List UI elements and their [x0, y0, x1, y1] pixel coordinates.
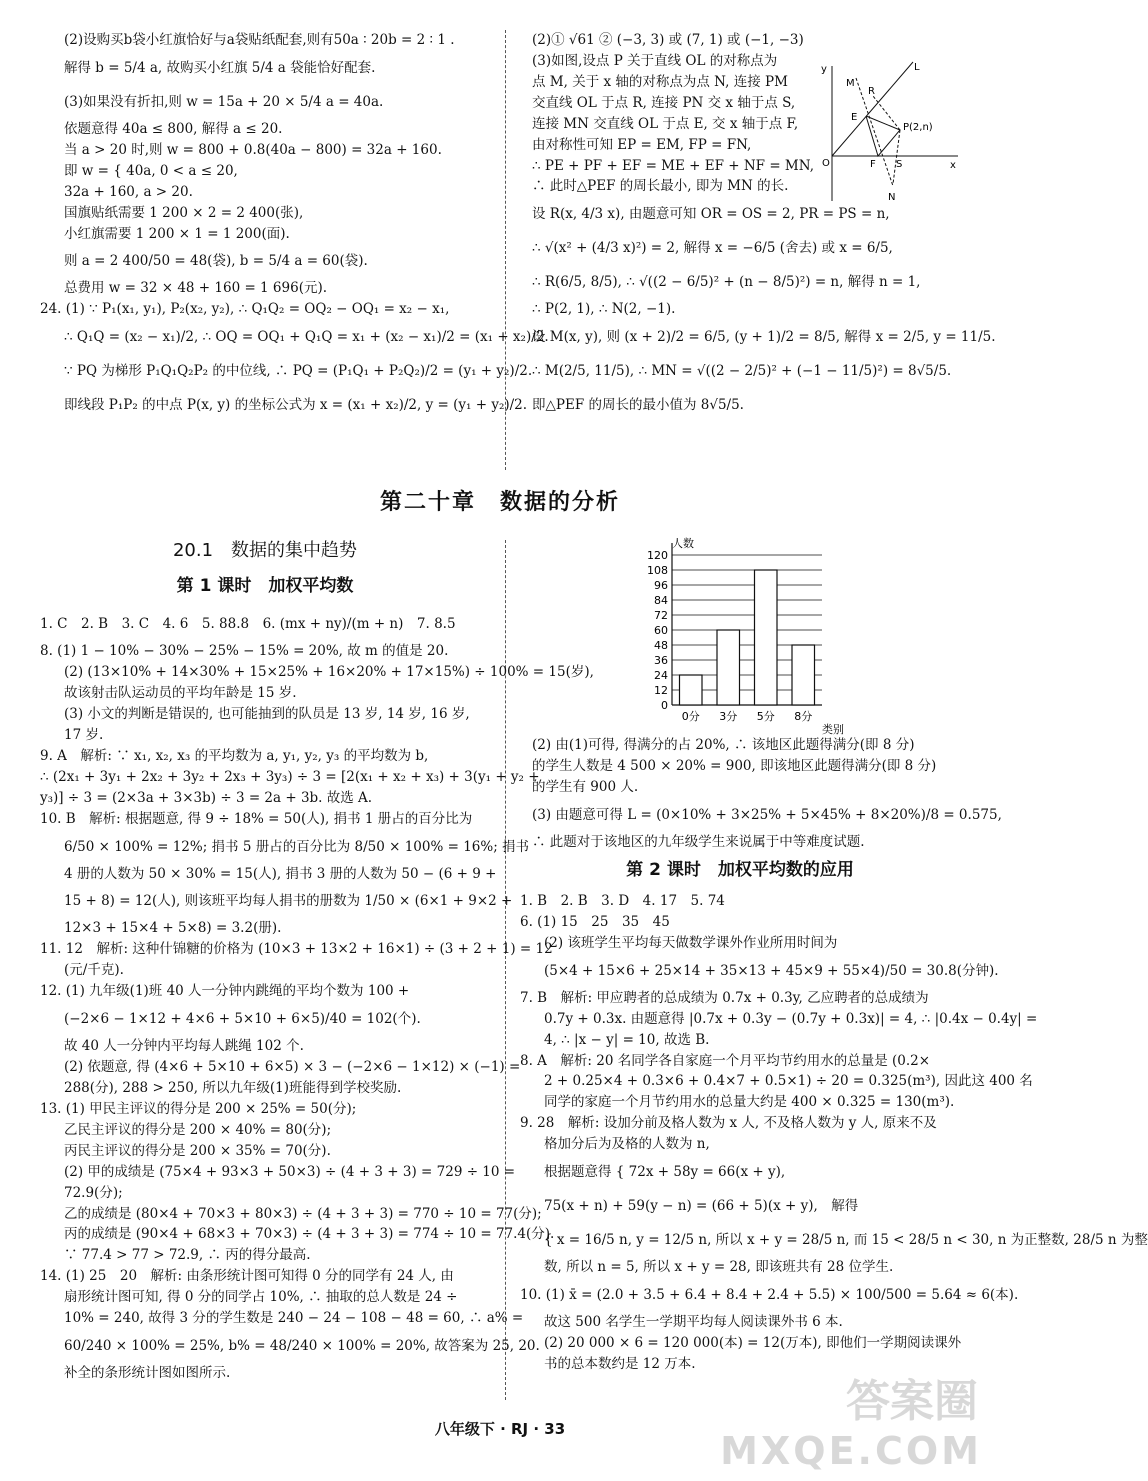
origin-label: O [822, 158, 830, 169]
text-line: 2 + 0.25×4 + 0.3×6 + 0.4×7 + 0.5×1) ÷ 20 = 0.325(m³), 因此这 400 名 [544, 1073, 1033, 1090]
text-line: ∵ PQ 为梯形 P₁Q₁Q₂P₂ 的中位线, ∴ PQ = (P₁Q₁ + P₂Q₂)/2 = (y₁ + y₂)/2. [64, 363, 533, 380]
text-line: 设 R(x, 4/3 x), 由题意可知 OR = OS = 2, PR = PS = n, [532, 206, 890, 223]
chart-ylabel: 人数 [672, 537, 694, 550]
watermark-logo: 答案圈 [846, 1376, 978, 1427]
text-line: 75(x + n) + 59(y − n) = (66 + 5)(x + y), 解得 [544, 1198, 859, 1215]
point-label: N [888, 192, 896, 203]
text-line: 9. A 解析: ∵ x₁, x₂, x₃ 的平均数为 a, y₁, y₂, y₃ 的平均数为 b, [40, 747, 429, 764]
bar [755, 570, 778, 705]
text-line: 6/50 × 100% = 12%; 捐书 5 册占的百分比为 8/50 × 100% = 16%; 捐书 [64, 838, 530, 855]
text-line: 7. B 解析: 甲应聘者的总成绩为 0.7x + 0.3y, 乙应聘者的总成绩为 [520, 989, 929, 1006]
chapter-title: 第二十章 数据的分析 [379, 490, 620, 515]
text-line: 乙民主评议的得分是 200 × 40% = 80(分); [64, 1121, 332, 1138]
line-label: L [914, 62, 920, 73]
text-line: 即△PEF 的周长的最小值为 8√5/5. [532, 397, 744, 414]
text-line: 10. B 解析: 根据题意, 得 9 ÷ 18% = 50(人), 捐书 1 册占的百分比为 [40, 810, 473, 827]
point-label: S [896, 159, 903, 170]
geometry-figure [818, 56, 968, 206]
text-line: ∴ 此题对于该地区的九年级学生来说属于中等难度试题. [532, 833, 865, 850]
text-line: 8. A 解析: 20 名同学各自家庭一个月平均节约用水的总量是 (0.2× [520, 1052, 931, 1069]
text-line: 8. (1) 1 − 10% − 30% − 25% − 15% = 20%, 故 m 的值是 20. [40, 643, 449, 660]
text-line: 的学生有 900 人. [532, 778, 639, 795]
bar [717, 630, 740, 705]
text-line: (3)如果没有折扣,则 w = 15a + 20 × 5/4 a = 40a. [64, 93, 384, 110]
point-label: E [851, 112, 858, 123]
text-line: 12. (1) 九年级(1)班 40 人一分钟内跳绳的平均个数为 100 + [40, 983, 410, 1000]
y-tick-label: 84 [654, 594, 668, 607]
text-line: 1. C 2. B 3. C 4. 6 5. 88.8 6. (mx + ny)/(m + n) 7. 8.5 [40, 616, 456, 633]
lesson-title: 第 1 课时 加权平均数 [176, 575, 354, 596]
text-line: (3) 小文的判断是错误的, 也可能抽到的队员是 13 岁, 14 岁, 16 岁, [64, 706, 470, 722]
y-tick-label: 96 [654, 579, 668, 592]
text-line: 当 a > 20 时,则 w = 800 + 0.8(40a − 800) = 32a + 160. [64, 141, 442, 158]
text-line: 国旗贴纸需要 1 200 × 2 = 2 400(张), [64, 204, 304, 221]
text-line: 10% = 240, 故得 3 分的学生数是 240 − 24 − 108 − 48 = 60, ∴ a% = [64, 1310, 524, 1327]
text-line: (5×4 + 15×6 + 25×14 + 35×13 + 45×9 + 55×4)/50 = 30.8(分钟). [544, 962, 999, 979]
text-line: ∴ Q₁Q = (x₂ − x₁)/2, ∴ OQ = OQ₁ + Q₁Q = x₁ + (x₂ − x₁)/2 = (x₁ + x₂)/2. [64, 329, 549, 346]
y-tick-label: 12 [654, 684, 668, 697]
text-line: 丙的成绩是 (90×4 + 68×3 + 70×3) ÷ (4 + 3 + 3) = 774 ÷ 10 = 77.4(分). [64, 1226, 555, 1243]
text-line: (2)① √61 ② (−3, 3) 或 (7, 1) 或 (−1, −3) [532, 32, 804, 48]
page-footer: 八年级下 · RJ · 33 [434, 1420, 566, 1438]
text-line: 数, 所以 n = 5, 所以 x + y = 28, 即该班共有 28 位学生. [544, 1259, 894, 1276]
text-line: 扇形统计图可知, 得 0 分的同学占 10%, ∴ 抽取的总人数是 24 ÷ [64, 1289, 458, 1306]
text-line: (2) 依题意, 得 (4×6 + 5×10 + 6×5) × 3 − (−2×6 − 1×12) × (−1) = [64, 1059, 521, 1076]
text-line: 解得 b = 5/4 a, 故购买小红旗 5/4 a 袋能恰好配套. [64, 59, 376, 76]
chart-xlabel: 类别 [822, 723, 844, 736]
text-line: ∴ R(6/5, 8/5), ∴ √((2 − 6/5)² + (n − 8/5)²) = n, 解得 n = 1, [532, 274, 921, 291]
text-line: (3)如图,设点 P 关于直线 OL 的对称点为 [532, 52, 778, 69]
text-line: 根据题意得 { 72x + 58y = 66(x + y), [544, 1164, 786, 1181]
text-line: (2) 甲的成绩是 (75×4 + 93×3 + 50×3) ÷ (4 + 3 + 3) = 729 ÷ 10 = [64, 1163, 516, 1180]
left-top-column [40, 30, 549, 422]
chart-bars [680, 570, 815, 705]
y-tick-label: 0 [661, 699, 668, 712]
text-line: (2) 20 000 × 6 = 120 000(本) = 12(万本), 即他们一学期阅读课外 [544, 1335, 962, 1352]
y-tick-label: 48 [654, 639, 668, 652]
text-line: 72.9(分); [64, 1184, 123, 1201]
text-line: 格加分后为及格的人数为 n, [544, 1136, 710, 1153]
text-line: (−2×6 − 1×12 + 4×6 + 5×10 + 6×5)/40 = 102(个). [64, 1011, 421, 1028]
text-line: 17 岁. [64, 726, 104, 743]
text-line: 9. 28 解析: 设加分前及格人数为 x 人, 不及格人数为 y 人, 原来不及 [520, 1115, 937, 1132]
text-line: 补全的条形统计图如图所示. [64, 1365, 231, 1382]
text-line: 12×3 + 15×4 + 5×8) = 3.2(册). [64, 920, 282, 937]
x-tick-label: 5分 [756, 710, 775, 723]
text-line: 的学生人数是 4 500 × 20% = 900, 即该地区此题得满分(即 8 分) [532, 757, 937, 774]
text-line: (2) (13×10% + 14×30% + 15×25% + 16×20% + 17×15%) ÷ 100% = 15(岁), [64, 664, 594, 681]
text-line: 13. (1) 甲民主评议的得分是 200 × 25% = 50(分); [40, 1100, 357, 1117]
text-line: 丙民主评议的得分是 200 × 35% = 70(分). [64, 1142, 331, 1159]
text-line: 11. 12 解析: 这种什锦糖的价格为 (10×3 + 13×2 + 16×1) ÷ (3 + 2 + 1) = 12 [40, 941, 553, 958]
y-tick-label: 36 [654, 654, 668, 667]
text-line: 10. (1) x̄ = (2.0 + 3.5 + 6.4 + 8.4 + 2.4 + 5.5) × 100/500 = 5.64 ≈ 6(本). [520, 1287, 1019, 1304]
text-line: 故该射击队运动员的平均年龄是 15 岁. [64, 685, 297, 702]
text-line: 15 + 8) = 12(人), 则该班平均每人捐书的册数为 1/50 × (6×1 + 9×2 + [64, 893, 513, 910]
text-line: ∴ √(x² + (4/3 x)²) = 2, 解得 x = −6/5 (舍去) 或 x = 6/5, [532, 240, 893, 257]
x-tick-label: 8分 [794, 710, 813, 723]
text-line: 即线段 P₁P₂ 的中点 P(x, y) 的坐标公式为 x = (x₁ + x₂)/2, y = (y₁ + y₂)/2. [64, 397, 528, 414]
y-tick-label: 120 [647, 549, 668, 562]
point-label: P(2,n) [903, 122, 933, 133]
section-title: 20.1 数据的集中趋势 [172, 540, 358, 561]
text-line: 故这 500 名学生一学期平均每人阅读课外书 6 本. [544, 1314, 843, 1331]
text-line: 故 40 人一分钟内平均每人跳绳 102 个. [64, 1038, 304, 1055]
text-line: 4 册的人数为 50 × 30% = 15(人), 捐书 3 册的人数为 50 − (6 + 9 + [64, 865, 497, 882]
text-line: 则 a = 2 400/50 = 48(袋), b = 5/4 a = 60(袋). [64, 253, 368, 270]
text-line: ∴ 此时△PEF 的周长最小, 即为 MN 的长. [532, 178, 789, 195]
text-line: 60/240 × 100% = 25%, b% = 48/240 × 100% = 20%, 故答案为 25, 20. [64, 1338, 540, 1355]
text-line: ∴ M(2/5, 11/5), ∴ MN = √((2 − 2/5)² + (−1 − 11/5)²) = 8√5/5. [532, 363, 952, 380]
text-line: 14. (1) 25 20 解析: 由条形统计图可知得 0 分的同学有 24 人, 由 [40, 1268, 454, 1285]
text-line: ∴ P(2, 1), ∴ N(2, −1). [532, 301, 676, 318]
text-line: 32a + 160, a > 20. [64, 183, 193, 200]
text-line: 依题意得 40a ≤ 800, 解得 a ≤ 20. [64, 120, 283, 137]
segment-pn [893, 130, 903, 184]
y-tick-label: 72 [654, 609, 668, 622]
text-line: 连接 MN 交直线 OL 于点 E, 交 x 轴于点 F, [532, 115, 799, 132]
axis-label-x: x [950, 160, 956, 171]
text-line: (元/千克). [64, 962, 124, 979]
lesson-title: 第 2 课时 加权平均数的应用 [626, 859, 854, 880]
bar [792, 645, 815, 705]
bar-chart [610, 535, 870, 735]
text-line: ∴ (2x₁ + 3y₁ + 2x₂ + 3y₂ + 2x₃ + 3y₃) ÷ 3 = [2(x₁ + x₂ + x₃) + 3(y₁ + y₂ + [40, 768, 540, 785]
y-tick-label: 60 [654, 624, 668, 637]
right-bottom-column [520, 735, 1148, 1375]
text-line: 同学的家庭一个月节约用水的总量大约是 400 × 0.325 = 130(m³). [544, 1094, 955, 1111]
watermark-url: MXQE.COM [720, 1429, 982, 1473]
text-line: 24. (1) ∵ P₁(x₁, y₁), P₂(x₂, y₂), ∴ Q₁Q₂ = OQ₂ − OQ₁ = x₂ − x₁, [40, 301, 450, 318]
text-line: 4, ∴ |x − y| = 10, 故选 B. [544, 1031, 710, 1048]
text-line: 书的总本数约是 12 万本. [544, 1355, 696, 1372]
text-line: 288(分), 288 > 250, 所以九年级(1)班能得到学校奖励. [64, 1079, 402, 1096]
line-ol [832, 62, 913, 156]
text-line: (2) 该班学生平均每天做数学课外作业所用时间为 [544, 934, 838, 951]
text-line: ∴ PE + PF + EF = ME + EF + NF = MN, [532, 157, 814, 174]
text-line: { x = 16/5 n, y = 12/5 n, 所以 x + y = 28/5 n, 而 15 < 28/5 n < 30, n 为正整数, 28/5 n 为整 [544, 1232, 1148, 1249]
text-line: 总费用 w = 32 × 48 + 160 = 1 696(元). [64, 280, 328, 297]
text-line: 小红旗需要 1 200 × 1 = 1 200(面). [64, 225, 290, 242]
text-line: (2) 由(1)可得, 得满分的占 20%, ∴ 该地区此题得满分(即 8 分) [532, 737, 915, 753]
text-line: (2)设购买b袋小红旗恰好与a袋贴纸配套,则有50a ∶ 20b = 2 ∶ 1 . [64, 32, 455, 48]
axis-label-y: y [821, 64, 827, 75]
text-line: ∵ 77.4 > 77 > 72.9, ∴ 丙的得分最高. [64, 1247, 311, 1264]
point-label: R [868, 86, 875, 97]
text-line: y₃)] ÷ 3 = (2×3a + 3×3b) ÷ 3 = 2a + 3b. 故选 A. [40, 789, 373, 806]
text-line: 乙的成绩是 (80×4 + 70×3 + 80×3) ÷ (4 + 3 + 3) = 770 ÷ 10 = 77(分); [64, 1205, 542, 1222]
text-line: (3) 由题意可得 L = (0×10% + 3×25% + 5×45% + 8×20%)/8 = 0.575, [532, 806, 1002, 823]
text-line: 点 M, 关于 x 轴的对称点为点 N, 连接 PM [532, 73, 788, 90]
text-line: 0.7y + 0.3x. 由题意得 |0.7x + 0.3y − (0.7y + 0.3x)| = 4, ∴ |0.4x − 0.4y| = [544, 1010, 1038, 1027]
text-line: 交直线 OL 于点 R, 连接 PN 交 x 轴于点 S, [532, 94, 796, 111]
bar [680, 675, 703, 705]
text-line: 1. B 2. B 3. D 4. 17 5. 74 [520, 893, 725, 910]
x-tick-label: 0分 [681, 710, 700, 723]
text-line: 设 M(x, y), 则 (x + 2)/2 = 6/5, (y + 1)/2 = 8/5, 解得 x = 2/5, y = 11/5. [532, 329, 996, 346]
text-line: 由对称性可知 EP = EM, FP = FN, [532, 136, 752, 153]
point-label: M [846, 78, 855, 89]
point-label: F [870, 159, 876, 170]
text-line: 即 w = { 40a, 0 < a ≤ 20, [64, 162, 238, 179]
y-tick-label: 24 [654, 669, 668, 682]
y-tick-label: 108 [647, 564, 668, 577]
text-line: 6. (1) 15 25 35 45 [520, 913, 670, 930]
x-tick-label: 3分 [719, 710, 738, 723]
